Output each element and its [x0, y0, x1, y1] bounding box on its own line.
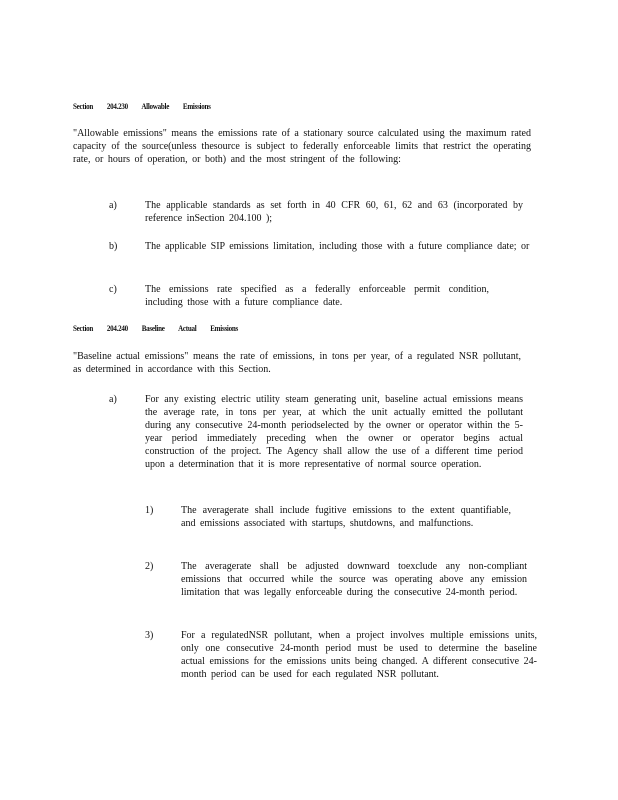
section-heading-204-230: Section 204.230 Allowable Emissions [73, 102, 211, 111]
item-marker-a-baseline: a) [109, 394, 117, 405]
item-marker-a: a) [109, 200, 117, 211]
subitem-marker-2: 2) [145, 561, 154, 572]
item-text-c: The emissions rate specified as a federally enforceable permit condition, including those with a future compliance date. [145, 284, 489, 308]
item-text-b: The applicable SIP emissions limitation, including those with a future compliance date; or [145, 241, 530, 252]
subitem-marker-1: 1) [145, 505, 154, 516]
item-marker-c: c) [109, 284, 117, 295]
item-marker-b: b) [109, 241, 118, 252]
item-text-a-baseline: For any existing electric utility steam generating unit, baseline actual emissions means the average rate, in tons per year, at which the unit actually emitted the pollutant during any consecutive 24-month periodselected by the owner or operator within the 5-year period immediately preceding when the owner or operator begins actual construction of the project. The Agency shall allow the use of a different time period upon a determination that it is more representative of normal source operation. [145, 394, 523, 470]
subitem-text-3: For a regulatedNSR pollutant, when a project involves multiple emissions units, only one consecutive 24-month period must be used to determine the baseline actual emissions for the emissions units being changed. A different consecutive 24-month period can be used for each regulated NSR pollutant. [181, 630, 537, 680]
section-heading-204-240: Section 204.240 Baseline Actual Emissions [73, 324, 238, 333]
definition-baseline-actual-emissions: "Baseline actual emissions" means the rate of emissions, in tons per year, of a regulated NSR pollutant, as determined in accordance with this Section. [73, 351, 521, 375]
subitem-text-2: The averagerate shall be adjusted downward toexclude any non-compliant emissions that occurred while the source was operating above any emission limitation that was legally enforceable during the consecutive 24-month period. [181, 561, 527, 598]
subitem-text-1: The averagerate shall include fugitive emissions to the extent quantifiable, and emissions associated with startups, shutdowns, and malfunctions. [181, 505, 511, 529]
definition-allowable-emissions: "Allowable emissions" means the emissions rate of a stationary source calculated using the maximum rated capacity of the source(unless thesource is subject to federally enforceable limits that restrict the operating rate, or hours of operation, or both) and the most stringent of the following: [73, 128, 531, 165]
item-text-a: The applicable standards as set forth in 40 CFR 60, 61, 62 and 63 (incorporated by reference inSection 204.100 ); [145, 200, 523, 224]
subitem-marker-3: 3) [145, 630, 154, 641]
